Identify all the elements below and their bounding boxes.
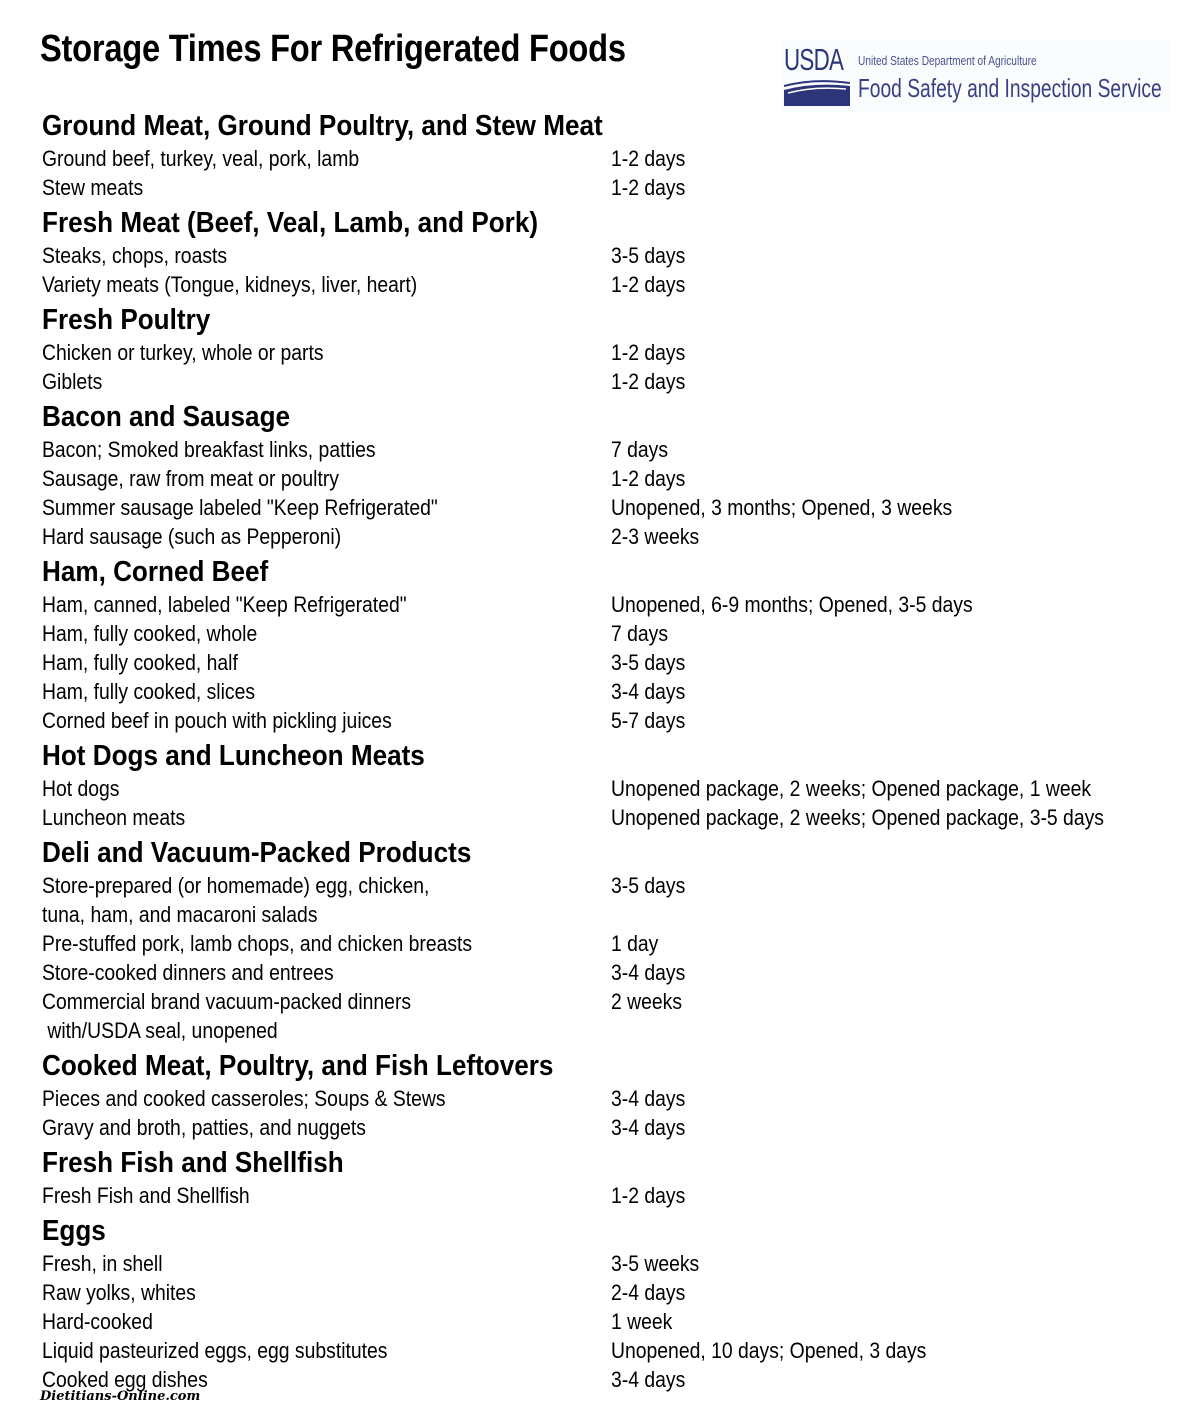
storage-time: 3-4 days	[611, 1115, 686, 1140]
section-heading: Fresh Poultry	[42, 304, 211, 336]
table-row	[42, 144, 1192, 173]
food-section	[42, 302, 1192, 396]
storage-time: 1-2 days	[611, 466, 686, 491]
food-section	[42, 399, 1192, 551]
food-item: Sausage, raw from meat or poultry	[42, 466, 339, 491]
table-row	[42, 774, 1192, 803]
storage-time: Unopened, 10 days; Opened, 3 days	[611, 1338, 927, 1363]
storage-time: 2-3 weeks	[611, 524, 700, 549]
food-item: Bacon; Smoked breakfast links, patties	[42, 437, 376, 462]
table-row	[42, 493, 1192, 522]
table-row	[42, 1084, 1192, 1113]
section-heading: Ham, Corned Beef	[42, 556, 269, 588]
food-item: Commercial brand vacuum-packed dinners	[42, 989, 412, 1014]
table-row	[42, 648, 1192, 677]
food-item: Ham, fully cooked, slices	[42, 679, 256, 704]
food-section	[42, 738, 1192, 832]
storage-time: 3-5 days	[611, 873, 686, 898]
storage-time: 1-2 days	[611, 175, 686, 200]
section-heading: Cooked Meat, Poultry, and Fish Leftovers	[42, 1050, 554, 1082]
table-row	[42, 590, 1192, 619]
table-row	[42, 1365, 1192, 1394]
storage-table	[42, 108, 1192, 1397]
section-heading: Hot Dogs and Luncheon Meats	[42, 740, 425, 772]
section-heading: Fresh Fish and Shellfish	[42, 1147, 344, 1179]
usda-fsis-logo	[782, 40, 1170, 112]
food-item: Cooked egg dishes	[42, 1367, 208, 1392]
storage-time: 1-2 days	[611, 146, 686, 171]
storage-time: 3-5 weeks	[611, 1251, 700, 1276]
food-item: Hard-cooked	[42, 1309, 153, 1334]
table-row	[42, 1278, 1192, 1307]
food-item: Gravy and broth, patties, and nuggets	[42, 1115, 366, 1140]
food-section	[42, 1048, 1192, 1142]
food-item: with/USDA seal, unopened	[42, 1018, 278, 1043]
storage-time: 2-4 days	[611, 1280, 686, 1305]
food-item: Ground beef, turkey, veal, pork, lamb	[42, 146, 360, 171]
table-row	[42, 1181, 1192, 1210]
table-row	[42, 619, 1192, 648]
table-row	[42, 435, 1192, 464]
food-item: Stew meats	[42, 175, 144, 200]
food-item: Ham, fully cooked, whole	[42, 621, 258, 646]
storage-time: 3-5 days	[611, 650, 686, 675]
storage-time: 5-7 days	[611, 708, 686, 733]
storage-time: 1 day	[611, 931, 659, 956]
page-title: Storage Times For Refrigerated Foods	[40, 28, 626, 70]
section-heading: Eggs	[42, 1215, 106, 1247]
food-item: Summer sausage labeled "Keep Refrigerated"	[42, 495, 438, 520]
table-row	[42, 871, 1192, 900]
table-row	[42, 270, 1192, 299]
table-row	[42, 1113, 1192, 1142]
section-heading: Deli and Vacuum-Packed Products	[42, 837, 472, 869]
food-item: Steaks, chops, roasts	[42, 243, 228, 268]
storage-time: 2 weeks	[611, 989, 683, 1014]
storage-time: 1-2 days	[611, 1183, 686, 1208]
table-row	[42, 1336, 1192, 1365]
food-section	[42, 1145, 1192, 1210]
storage-time: 1-2 days	[611, 340, 686, 365]
storage-time: Unopened, 6-9 months; Opened, 3-5 days	[611, 592, 973, 617]
food-item: Hot dogs	[42, 776, 120, 801]
food-item: Liquid pasteurized eggs, egg substitutes	[42, 1338, 388, 1363]
food-item: Luncheon meats	[42, 805, 186, 830]
food-item: Ham, canned, labeled "Keep Refrigerated"	[42, 592, 407, 617]
food-item: Fresh Fish and Shellfish	[42, 1183, 250, 1208]
food-section	[42, 835, 1192, 1045]
table-row	[42, 173, 1192, 202]
table-row	[42, 958, 1192, 987]
section-heading: Fresh Meat (Beef, Veal, Lamb, and Pork)	[42, 207, 539, 239]
section-heading: Bacon and Sausage	[42, 401, 291, 433]
department-name: United States Department of Agriculture	[858, 53, 1037, 68]
storage-time: 3-5 days	[611, 243, 686, 268]
food-item: Pre-stuffed pork, lamb chops, and chicken breasts	[42, 931, 473, 956]
storage-time: 3-4 days	[611, 960, 686, 985]
table-row	[42, 706, 1192, 735]
usda-swoosh-icon	[784, 80, 850, 106]
table-row	[42, 1016, 1192, 1045]
storage-time: 1-2 days	[611, 272, 686, 297]
table-row	[42, 929, 1192, 958]
food-item: Store-prepared (or homemade) egg, chicken,	[42, 873, 430, 898]
table-row	[42, 677, 1192, 706]
food-section	[42, 1213, 1192, 1394]
storage-time: 7 days	[611, 437, 669, 462]
table-row	[42, 522, 1192, 551]
storage-time: 3-4 days	[611, 679, 686, 704]
food-section	[42, 554, 1192, 735]
table-row	[42, 241, 1192, 270]
table-row	[42, 338, 1192, 367]
food-item: tuna, ham, and macaroni salads	[42, 902, 318, 927]
table-row	[42, 803, 1192, 832]
food-item: Variety meats (Tongue, kidneys, liver, heart)	[42, 272, 418, 297]
storage-time: Unopened package, 2 weeks; Opened package, 1 week	[611, 776, 1092, 801]
table-row	[42, 900, 1192, 929]
food-item: Giblets	[42, 369, 103, 394]
food-section	[42, 205, 1192, 299]
storage-time: Unopened package, 2 weeks; Opened package, 3-5 days	[611, 805, 1104, 830]
storage-time: 3-4 days	[611, 1367, 686, 1392]
footer-credit: Dietitians-Online.com	[40, 1389, 201, 1404]
storage-time: 3-4 days	[611, 1086, 686, 1111]
food-item: Pieces and cooked casseroles; Soups & Stews	[42, 1086, 446, 1111]
usda-wordmark: USDA	[784, 42, 844, 77]
food-item: Hard sausage (such as Pepperoni)	[42, 524, 342, 549]
agency-name: Food Safety and Inspection Service	[858, 73, 1162, 103]
table-row	[42, 367, 1192, 396]
food-item: Raw yolks, whites	[42, 1280, 196, 1305]
food-item: Chicken or turkey, whole or parts	[42, 340, 324, 365]
storage-time: 1 week	[611, 1309, 673, 1334]
table-row	[42, 464, 1192, 493]
storage-time: 1-2 days	[611, 369, 686, 394]
food-item: Store-cooked dinners and entrees	[42, 960, 334, 985]
food-item: Ham, fully cooked, half	[42, 650, 238, 675]
food-item: Corned beef in pouch with pickling juices	[42, 708, 392, 733]
section-heading: Ground Meat, Ground Poultry, and Stew Meat	[42, 110, 603, 142]
food-item: Fresh, in shell	[42, 1251, 163, 1276]
table-row	[42, 987, 1192, 1016]
storage-time: Unopened, 3 months; Opened, 3 weeks	[611, 495, 953, 520]
storage-time: 7 days	[611, 621, 669, 646]
table-row	[42, 1307, 1192, 1336]
food-section	[42, 108, 1192, 202]
table-row	[42, 1249, 1192, 1278]
